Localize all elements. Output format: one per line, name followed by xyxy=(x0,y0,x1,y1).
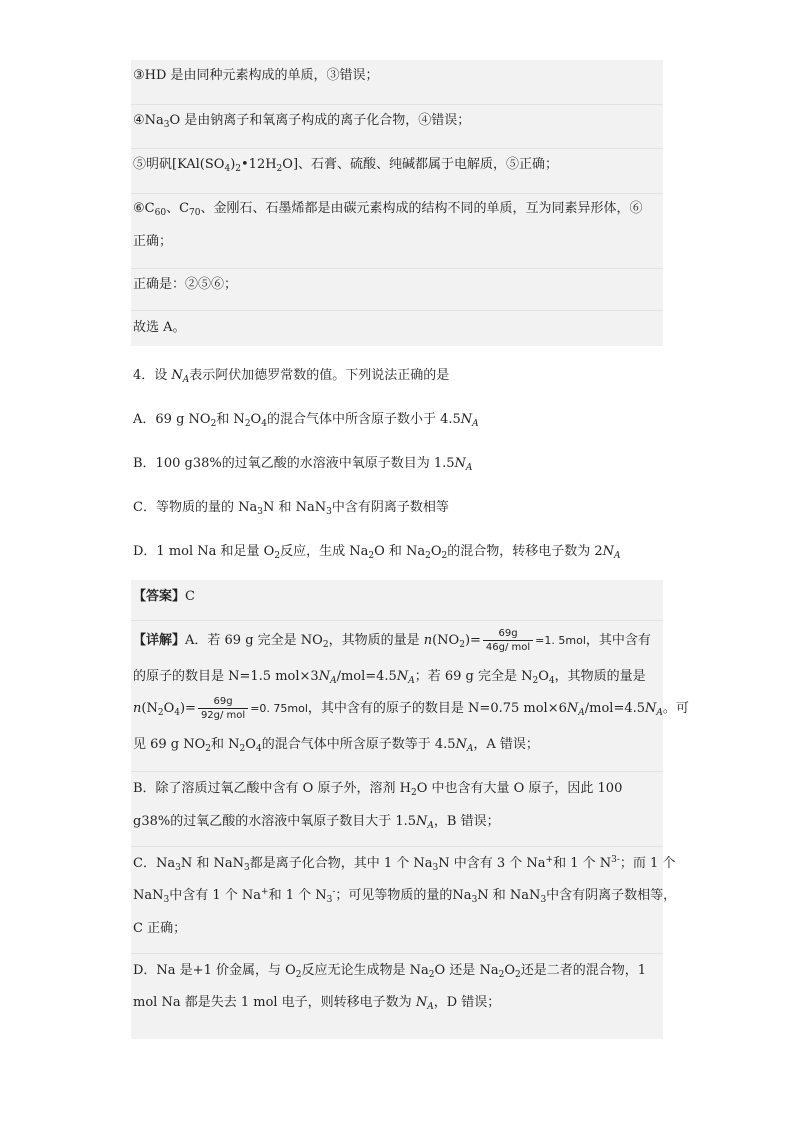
t: 见 69 g NO xyxy=(133,737,206,752)
t: C．Na xyxy=(133,856,176,871)
t: A．69 g NO xyxy=(133,412,211,427)
t: O xyxy=(538,669,549,684)
t: 2 xyxy=(368,551,375,561)
t: D．Na 是+1 价金属，与 O xyxy=(133,963,296,978)
t: 2 xyxy=(274,551,281,561)
t: ，其物质的量是 xyxy=(328,633,424,648)
t: N xyxy=(416,814,428,829)
t: O]、石膏、硫酸、纯碱都属于电解质，⑤正确； xyxy=(282,157,559,172)
t: ④Na xyxy=(133,113,164,128)
t: - xyxy=(332,887,336,897)
detail-line-4 xyxy=(133,736,539,754)
explanation-block xyxy=(131,60,663,346)
t: ；而 1 个 xyxy=(619,856,676,871)
t: g38%的过氧乙酸的水溶液中氧原子数目大于 1.5 xyxy=(133,814,417,829)
question-block xyxy=(131,346,663,580)
t: 和 N xyxy=(216,412,245,427)
t: 60 xyxy=(154,208,167,218)
t: 反应，生成 Na xyxy=(280,544,369,559)
answer-detail-block xyxy=(131,580,689,1039)
t: 中含有阴离子数相等 xyxy=(331,500,449,515)
divider xyxy=(131,193,663,194)
t: ⑤明矾[KAl(SO xyxy=(133,157,225,172)
t: 2 xyxy=(157,708,164,718)
divider xyxy=(131,104,663,105)
t: 4 xyxy=(255,744,262,754)
t: 3 xyxy=(540,895,547,905)
divider xyxy=(131,268,663,269)
t: A xyxy=(182,375,190,385)
option-a xyxy=(133,411,479,429)
text-line xyxy=(133,156,558,174)
t: 2 xyxy=(322,640,329,650)
t: 。可 xyxy=(662,701,689,716)
t: 2 xyxy=(425,551,431,561)
option-d xyxy=(133,543,621,561)
detail-d-line-1 xyxy=(133,962,646,980)
t: 和 N xyxy=(211,737,240,752)
t: 4．设 xyxy=(133,368,172,383)
t: A xyxy=(427,821,434,831)
t: 的混合气体中所含原子数等于 4.5 xyxy=(261,737,456,752)
t: 的原子的数目是 N=1.5 mol×3 xyxy=(133,669,319,684)
t: O xyxy=(250,412,262,427)
t: A xyxy=(472,419,479,429)
t: N xyxy=(566,701,579,716)
t: ；可见等物质的量的Na xyxy=(335,888,472,903)
text-line xyxy=(133,200,642,218)
t: 中含有阴离子数相等， xyxy=(546,888,677,903)
t: A xyxy=(465,463,473,473)
t: /mol=4.5 xyxy=(584,701,646,716)
t: C 正确； xyxy=(133,921,187,936)
t: C．等物质的量的 Na xyxy=(133,500,258,515)
t: 和 1 个 N xyxy=(268,888,327,903)
t: •12H xyxy=(241,157,277,172)
option-b xyxy=(133,455,472,473)
t: 3 xyxy=(326,895,333,905)
document-page xyxy=(131,60,689,1039)
answer-label: 【答案】 xyxy=(133,589,186,604)
t: O 是由钠离子和氧离子构成的离子化合物，④错误； xyxy=(169,113,471,128)
t: A xyxy=(466,744,474,754)
divider xyxy=(131,846,663,847)
t: =0. 75mol xyxy=(250,702,308,715)
t: 都是离子化合物，其中 1 个 Na xyxy=(249,856,433,871)
t: 表示阿伏加德罗常数的值。下列说法正确的是 xyxy=(189,368,450,383)
divider xyxy=(131,310,663,311)
t: O xyxy=(504,963,515,978)
t: 故选 A。 xyxy=(133,320,186,335)
t: ，A 错误； xyxy=(473,737,539,752)
detail-b-line-2 xyxy=(133,813,500,831)
t: 2 xyxy=(498,970,505,980)
fraction-denominator: 46g/ mol xyxy=(485,642,531,653)
t: A xyxy=(330,676,337,686)
t: N xyxy=(318,669,331,684)
t: 3 xyxy=(243,863,250,873)
t: 4 xyxy=(224,164,231,174)
t: N xyxy=(460,412,473,427)
text-line xyxy=(133,319,186,337)
t: 4 xyxy=(174,708,180,718)
t: O 还是 Na xyxy=(434,963,499,978)
t: 2 xyxy=(532,676,539,686)
t: 2 xyxy=(244,419,251,429)
detail-c-line-3 xyxy=(133,920,186,938)
t: D．1 mol Na 和足量 O xyxy=(133,544,275,559)
t: A xyxy=(578,708,585,718)
t: 正确是：②⑤⑥； xyxy=(133,277,238,292)
answer-value: C xyxy=(185,589,195,604)
t: 70 xyxy=(189,208,201,218)
t: 3 xyxy=(326,507,332,517)
detail-line-1 xyxy=(133,626,651,656)
t: )= xyxy=(179,701,196,716)
t: 3 xyxy=(163,120,170,130)
t: 2 xyxy=(239,744,246,754)
t: 2 xyxy=(235,164,241,174)
t: ，B 错误； xyxy=(433,814,500,829)
t: N xyxy=(645,701,657,716)
t: 2 xyxy=(410,788,417,798)
t: 3 xyxy=(257,507,263,517)
t: O xyxy=(245,737,256,752)
t: N xyxy=(455,737,467,752)
text-line xyxy=(133,112,470,130)
t: A xyxy=(656,708,663,718)
line-text: ③HD 是由同种元素构成的单质，③错误； xyxy=(133,68,379,83)
t: 2 xyxy=(441,551,448,561)
t: N 中含有 3 个 Na xyxy=(438,856,546,871)
t: O 和 Na xyxy=(374,544,426,559)
detail-label: 【详解】 xyxy=(133,633,186,648)
t: 3 xyxy=(471,895,478,905)
text-line xyxy=(133,233,172,251)
t: 2 xyxy=(276,164,283,174)
t: 3 xyxy=(175,863,181,873)
t: ⑥C xyxy=(133,201,155,216)
t: N xyxy=(602,544,615,559)
t: ，其中含有的原子的数目是 N=0.75 mol×6 xyxy=(307,701,567,716)
t: mol Na 都是失去 1 mol 电子，则转移电子数为 xyxy=(133,995,416,1010)
t: O xyxy=(430,544,442,559)
t: ，其中含有 xyxy=(585,633,651,648)
option-c xyxy=(133,499,449,517)
t: N 和 NaN xyxy=(477,888,541,903)
t: N xyxy=(396,669,409,684)
t: 正确； xyxy=(133,234,173,249)
t: N 和 NaN xyxy=(262,500,327,515)
divider xyxy=(131,771,663,772)
t: + xyxy=(545,855,554,865)
t: 2 xyxy=(295,970,302,980)
t: 4 xyxy=(261,419,267,429)
t: ；若 69 g 完全是 N xyxy=(414,669,533,684)
t: n xyxy=(133,701,142,716)
t: A xyxy=(427,1002,434,1012)
fraction-denominator: 92g/ mol xyxy=(200,710,246,721)
t: B．除了溶质过氧乙酸中含有 O 原子外，溶剂 H xyxy=(133,781,411,796)
t: N xyxy=(171,368,183,383)
t: ，D 错误； xyxy=(433,995,501,1010)
divider xyxy=(131,953,663,954)
question-stem xyxy=(133,367,449,385)
t: )= xyxy=(464,633,481,648)
t: n xyxy=(423,633,433,648)
t: 2 xyxy=(514,970,521,980)
text-line xyxy=(133,67,379,85)
answer-line xyxy=(133,588,195,606)
t: B．100 g38%的过氧乙酸的水溶液中氧原子数目为 1.5 xyxy=(133,456,455,471)
divider xyxy=(131,148,663,149)
detail-d-line-2 xyxy=(133,994,500,1012)
t: =1. 5mol xyxy=(535,634,586,647)
t: 4 xyxy=(548,676,555,686)
t: O 中也含有大量 O 原子，因此 100 xyxy=(416,781,623,796)
t: 的混合气体中所含原子数小于 4.5 xyxy=(266,412,461,427)
t: 的混合物，转移电子数为 2 xyxy=(447,544,603,559)
t: 3- xyxy=(611,855,620,865)
fraction-numerator: 69g xyxy=(483,627,533,641)
t: NaN xyxy=(133,888,164,903)
t: A xyxy=(614,551,621,561)
t: 反应无论生成物是 Na xyxy=(301,963,429,978)
fraction xyxy=(198,695,248,722)
t: A．若 69 g 完全是 NO xyxy=(185,633,323,648)
t: 2 xyxy=(459,640,465,650)
t: 2 xyxy=(428,970,435,980)
t: 、C xyxy=(166,201,190,216)
t: N xyxy=(415,995,428,1010)
fraction-numerator: 69g xyxy=(198,695,248,709)
t: /mol=4.5 xyxy=(336,669,397,684)
detail-c-line-2 xyxy=(133,887,676,905)
t: (NO xyxy=(432,633,460,648)
fraction xyxy=(483,627,533,654)
divider xyxy=(131,620,663,621)
detail-line-3 xyxy=(133,694,689,724)
detail-line-2 xyxy=(133,668,646,686)
t: 3 xyxy=(432,863,439,873)
t: (N xyxy=(141,701,158,716)
t: O xyxy=(163,701,175,716)
t: + xyxy=(261,887,269,897)
t: 还是二者的混合物，1 xyxy=(520,963,646,978)
t: ) xyxy=(230,157,236,172)
t: 3 xyxy=(163,895,170,905)
text-line xyxy=(133,276,237,294)
detail-c-line-1 xyxy=(133,855,675,873)
t: 中含有 1 个 Na xyxy=(169,888,262,903)
detail-b-line-1 xyxy=(133,780,622,798)
t: 2 xyxy=(205,744,212,754)
t: ，其物质的量是 xyxy=(554,669,646,684)
t: N 和 NaN xyxy=(180,856,244,871)
t: N xyxy=(454,456,466,471)
t: 2 xyxy=(210,419,217,429)
t: A xyxy=(408,676,415,686)
t: 、金刚石、石墨烯都是由碳元素构成的结构不同的单质，互为同素异形体，⑥ xyxy=(200,201,643,216)
t: 和 1 个 N xyxy=(553,856,612,871)
